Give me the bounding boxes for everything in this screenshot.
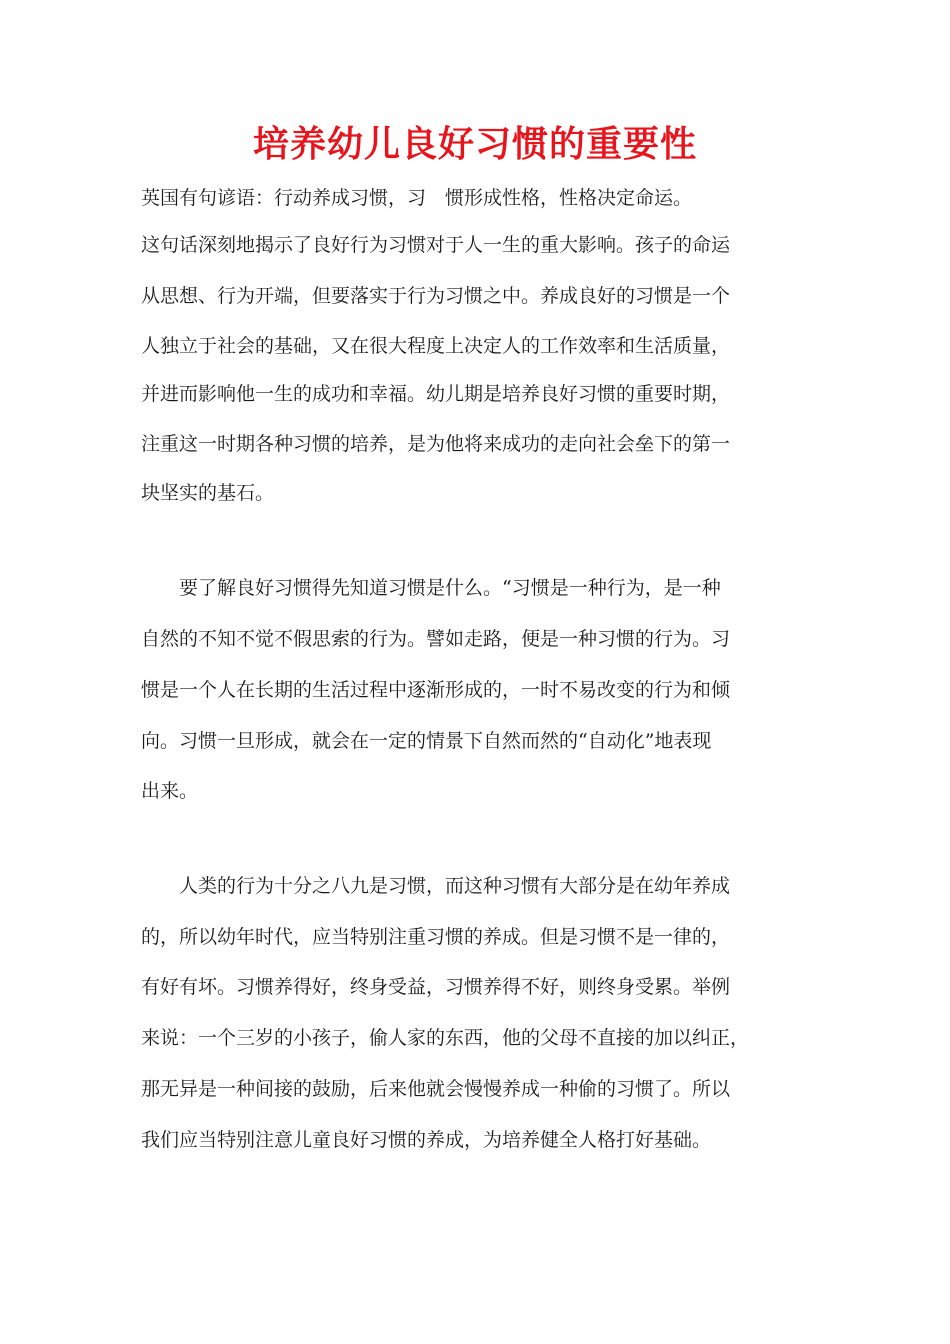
text-line: 要了解良好习惯得先知道习惯是什么。“习惯是一种行为，是一种 (141, 577, 721, 599)
text-line: 并进而影响他一生的成功和幸福。幼儿期是培养良好习惯的重要时期， (141, 383, 731, 405)
text-line: 那无异是一种间接的鼓励，后来他就会慢慢养成一种偷的习惯了。所以 (141, 1078, 731, 1100)
text-line: 注重这一时期各种习惯的培养，是为他将来成功的走向社会垒下的第一 (141, 433, 731, 455)
text-line: 英国有句谚语：行动养成习惯，习 惯形成性格，性格决定命运。 (141, 187, 693, 209)
text-line: 人独立于社会的基础，又在很大程度上决定人的工作效率和生活质量， (141, 335, 731, 357)
text-line: 出来。 (141, 780, 199, 802)
text-line: 从思想、行为开端，但要落实于行为习惯之中。养成良好的习惯是一个 (141, 285, 731, 307)
text-line: 块坚实的基石。 (141, 482, 275, 504)
text-line: 这句话深刻地揭示了良好行为习惯对于人一生的重大影响。孩子的命运 (141, 234, 731, 256)
document-title: 培养幼儿良好习惯的重要性 (252, 124, 697, 165)
text-line: 人类的行为十分之八九是习惯，而这种习惯有大部分是在幼年养成 (141, 875, 731, 897)
text-line: 向。习惯一旦形成，就会在一定的情景下自然而然的“自动化”地表现 (141, 730, 712, 752)
text-line: 有好有坏。习惯养得好，终身受益，习惯养得不好，则终身受累。举例 (141, 976, 731, 998)
text-line: 自然的不知不觉不假思索的行为。譬如走路，便是一种习惯的行为。习 (141, 628, 731, 650)
text-line: 来说：一个三岁的小孩子，偷人家的东西，他的父母不直接的加以纠正， (141, 1027, 750, 1049)
text-line: 惯是一个人在长期的生活过程中逐渐形成的，一时不易改变的行为和倾 (141, 679, 731, 701)
text-line: 的，所以幼年时代，应当特别注重习惯的养成。但是习惯不是一律的， (141, 926, 731, 948)
text-line: 我们应当特别注意儿童良好习惯的养成，为培养健全人格打好基础。 (141, 1129, 712, 1151)
